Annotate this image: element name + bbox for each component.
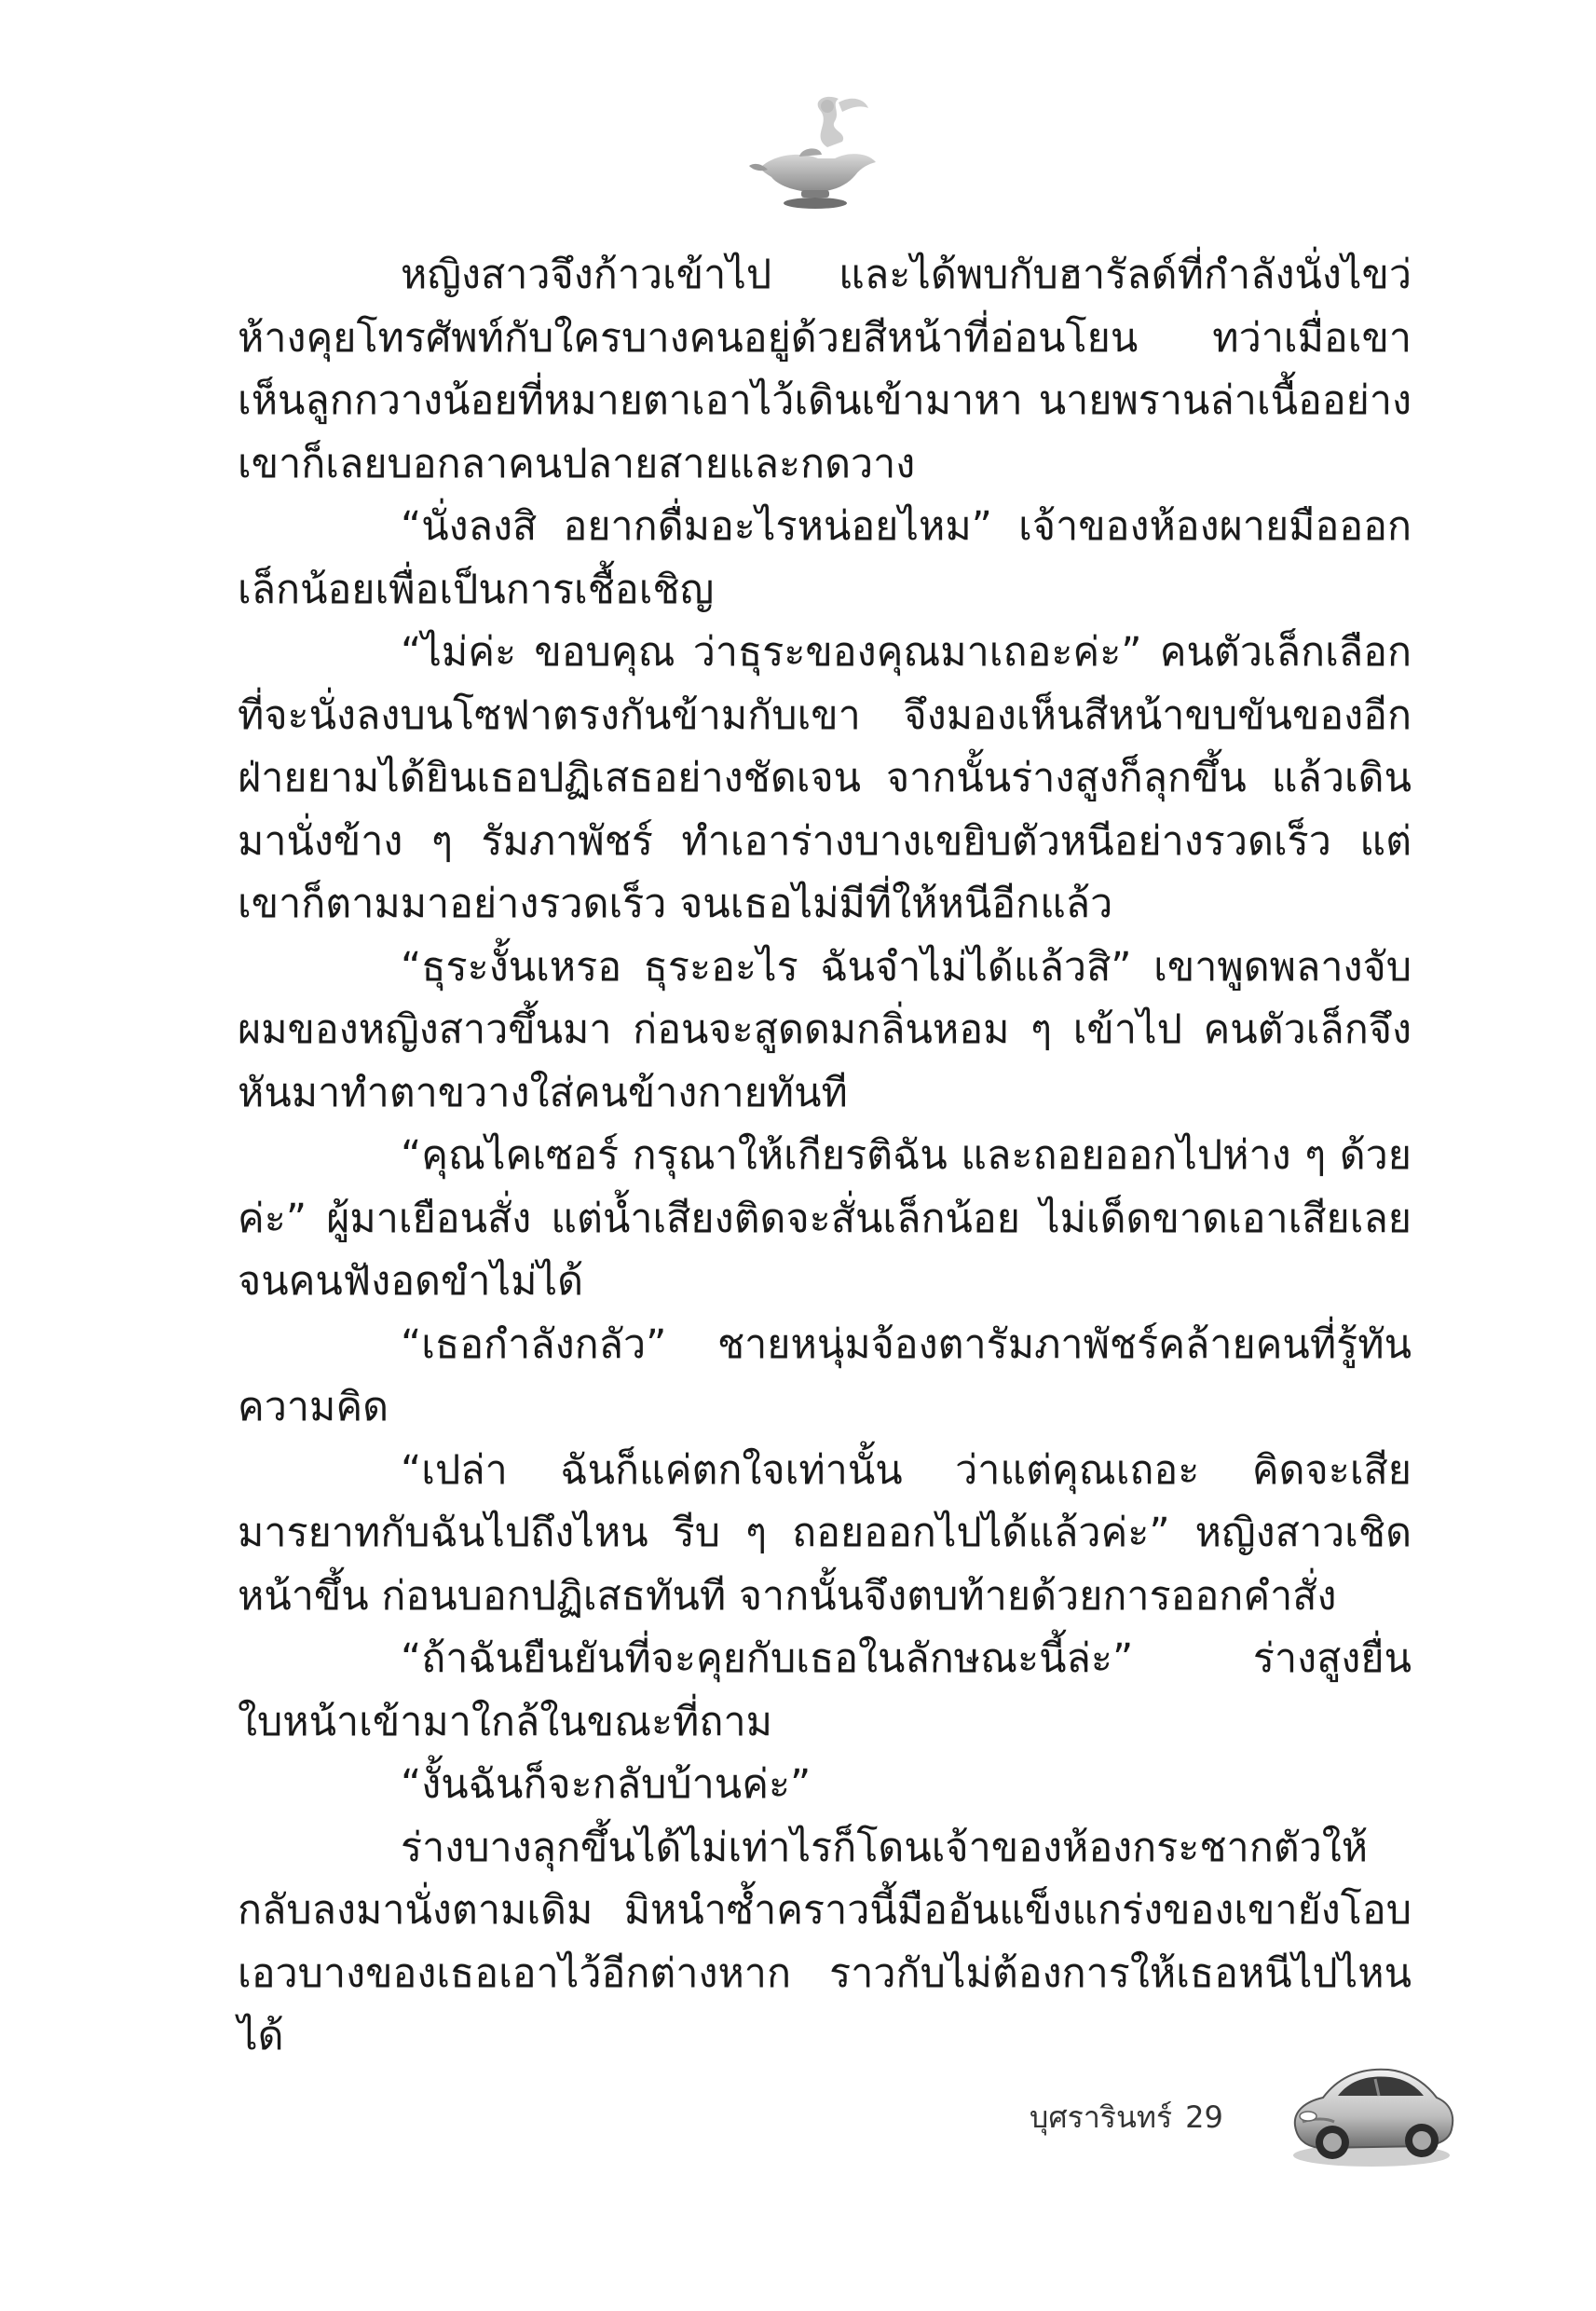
page-footer [1030,2099,1223,2136]
body-text [238,244,1412,2069]
author-name: บุศรารินทร์ [1030,2099,1173,2135]
page-number: 29 [1185,2099,1223,2135]
paragraph-2: “นั่งลงสิ อยากดื่มอะไรหน่อยไหม” เจ้าของห้องผายมือออกเล็กน้อยเพื่อเป็นการเชื้อเชิญ [238,503,1412,613]
genie-lamp-icon [745,89,885,211]
paragraph-8: “ถ้าฉันยืนยันที่จะคุยกับเธอในลักษณะนี้ล่ะ” ร่างสูงยื่นใบหน้าเข้ามาใกล้ในขณะที่ถาม [238,1635,1412,1745]
paragraph-1: หญิงสาวจึงก้าวเข้าไป และได้พบกับฮารัลด์ที่กำลังนั่งไขว่ห้างคุยโทรศัพท์กับใครบางคนอยู่ด้วยสีหน้าที่อ่อนโยน ทว่าเมื่อเขาเห็นลูกกวางน้อยที่หมายตาเอาไว้เดินเข้ามาหา นายพรานล่าเนื้ออย่างเขาก็เลยบอกลาคนปลายสายและกดวาง [238,252,1412,487]
paragraph-4: “ธุระงั้นเหรอ ธุระอะไร ฉันจำไม่ได้แล้วสิ” เขาพูดพลางจับผมของหญิงสาวขึ้นมา ก่อนจะสูดดมกลิ่นหอม ๆ เข้าไป คนตัวเล็กจึงหันมาทำตาขวางใส่คนข้างกายทันที [238,943,1412,1116]
paragraph-9: “งั้นฉันก็จะกลับบ้านค่ะ” [401,1761,812,1808]
paragraph-3: “ไม่ค่ะ ขอบคุณ ว่าธุระของคุณมาเถอะค่ะ” คนตัวเล็กเลือกที่จะนั่งลงบนโซฟาตรงกันข้ามกับเขา จึงมองเห็นสีหน้าขบขันของอีกฝ่ายยามได้ยินเธอปฏิเสธอย่างชัดเจน จากนั้นร่างสูงก็ลุกขึ้น แล้วเดินมานั่งข้าง ๆ รัมภาพัชร์ ทำเอาร่างบางเขยิบตัวหนีอย่างรวดเร็ว แต่เขาก็ตามมาอย่างรวดเร็ว จนเธอไม่มีที่ให้หนีอีกแล้ว [238,629,1412,927]
paragraph-10: ร่างบางลุกขึ้นได้ไม่เท่าไรก็โดนเจ้าของห้องกระชากตัวให้กลับลงมานั่งตามเดิม มิหนำซ้ำคราวนี้มืออันแข็งแกร่งของเขายังโอบเอวบางของเธอเอาไว้อีกต่างหาก ราวกับไม่ต้องการให้เธอหนีไปไหนได้ [238,1824,1412,2059]
sports-car-icon [1286,2036,1458,2176]
paragraph-5: “คุณไคเซอร์ กรุณาให้เกียรติฉัน และถอยออกไปห่าง ๆ ด้วยค่ะ” ผู้มาเยือนสั่ง แต่น้ำเสียงติดจะสั่นเล็กน้อย ไม่เด็ดขาดเอาเสียเลยจนคนฟังอดขำไม่ได้ [238,1132,1412,1305]
paragraph-6: “เธอกำลังกลัว” ชายหนุ่มจ้องตารัมภาพัชร์คล้ายคนที่รู้ทันความคิด [238,1320,1412,1430]
paragraph-7: “เปล่า ฉันก็แค่ตกใจเท่านั้น ว่าแต่คุณเถอะ คิดจะเสียมารยาทกับฉันไปถึงไหน รีบ ๆ ถอยออกไปได้แล้วค่ะ” หญิงสาวเชิดหน้าขึ้น ก่อนบอกปฏิเสธทันที จากนั้นจึงตบท้ายด้วยการออกคำสั่ง [238,1446,1412,1620]
